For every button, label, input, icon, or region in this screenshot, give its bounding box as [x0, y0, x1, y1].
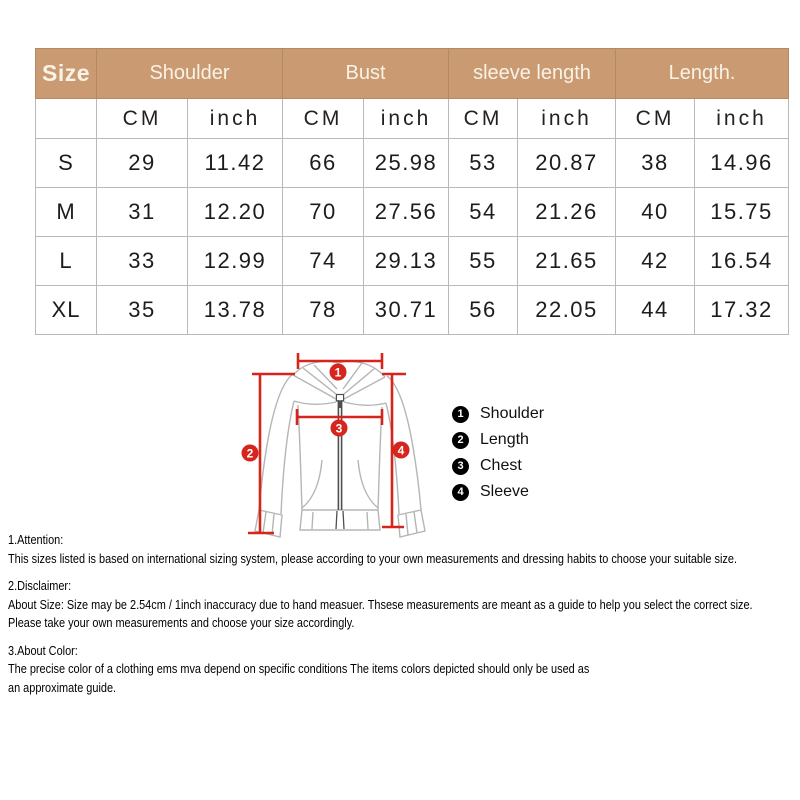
- size-chart-table: [35, 48, 789, 335]
- cell-value: 14.96: [695, 139, 789, 188]
- cell-value: 35: [97, 286, 188, 335]
- circled-2-icon: 2: [452, 432, 469, 449]
- callout-1-badge: [330, 364, 347, 381]
- col-header-bust: Bust: [283, 49, 449, 99]
- legend-item-shoulder: [452, 401, 544, 427]
- about-color-body-line1: The precise color of a clothing ems mva depend on specific conditions The items colors depicted should only be used as: [8, 661, 590, 676]
- cell-value: 33: [97, 237, 188, 286]
- circled-4-icon: 4: [452, 484, 469, 501]
- notes-section: [8, 531, 800, 697]
- col-header-size: Size: [36, 49, 97, 99]
- legend-item-length: [452, 427, 544, 453]
- col-header-shoulder: Shoulder: [97, 49, 283, 99]
- unit-inch: inch: [518, 99, 616, 139]
- cell-value: 20.87: [518, 139, 616, 188]
- disclaimer-note: [8, 577, 800, 633]
- callout-4-badge: [393, 442, 410, 459]
- cell-value: 56: [449, 286, 518, 335]
- cell-value: 55: [449, 237, 518, 286]
- zipper-line: [336, 395, 344, 530]
- cell-value: 30.71: [364, 286, 449, 335]
- svg-text:2: 2: [246, 446, 254, 461]
- legend-label: Length: [480, 431, 529, 448]
- svg-text:3: 3: [335, 421, 343, 436]
- cell-value: 21.65: [518, 237, 616, 286]
- circled-1-icon: 1: [452, 406, 469, 423]
- cell-value: 74: [283, 237, 364, 286]
- legend-label: Chest: [480, 457, 522, 474]
- callout-2-badge: [242, 445, 259, 462]
- disclaimer-body-line1: About Size: Size may be 2.54cm / 1inch inaccuracy due to hand measuer. Thsese measurements are meant as a guide to help you select the correct size.: [8, 596, 753, 612]
- attention-note: [8, 531, 800, 568]
- disclaimer-heading: 2.Disclaimer:: [8, 578, 72, 593]
- table-row-s: [36, 139, 789, 188]
- table-row-xl: [36, 286, 789, 335]
- hoodie-measurement-diagram: [210, 348, 465, 548]
- cell-value: 12.99: [188, 237, 283, 286]
- attention-body: This sizes listed is based on international sizing system, please according to your own measurements and dressing habits to choose your suitable size.: [8, 550, 737, 566]
- unit-cm: CM: [449, 99, 518, 139]
- legend-label: Shoulder: [480, 405, 545, 422]
- cell-value: 38: [616, 139, 695, 188]
- cell-value: 11.42: [188, 139, 283, 188]
- unit-inch: inch: [364, 99, 449, 139]
- cell-value: 12.20: [188, 188, 283, 237]
- cell-value: 27.56: [364, 188, 449, 237]
- disclaimer-body-line2: Please take your own measurements and choose your size accordingly.: [8, 615, 355, 630]
- size-label: S: [36, 139, 97, 188]
- cell-value: 44: [616, 286, 695, 335]
- cell-value: 78: [283, 286, 364, 335]
- cell-value: 66: [283, 139, 364, 188]
- cell-value: 42: [616, 237, 695, 286]
- cell-value: 40: [616, 188, 695, 237]
- unit-cm: CM: [616, 99, 695, 139]
- unit-inch: inch: [188, 99, 283, 139]
- cell-value: 17.32: [695, 286, 789, 335]
- col-header-length: Length.: [616, 49, 789, 99]
- measurement-legend: [452, 401, 544, 505]
- size-label: L: [36, 237, 97, 286]
- cell-value: 15.75: [695, 188, 789, 237]
- cell-value: 31: [97, 188, 188, 237]
- table-row-l: [36, 237, 789, 286]
- cell-value: 29.13: [364, 237, 449, 286]
- legend-item-sleeve: [452, 479, 544, 505]
- about-color-body-line2: an approximate guide.: [8, 679, 117, 695]
- cell-value: 13.78: [188, 286, 283, 335]
- table-header-row: [36, 49, 789, 99]
- units-blank-cell: [36, 99, 97, 139]
- about-color-note: [8, 642, 800, 698]
- size-label: M: [36, 188, 97, 237]
- col-header-sleeve-length: sleeve length: [449, 49, 616, 99]
- svg-text:1: 1: [334, 365, 342, 380]
- unit-cm: CM: [97, 99, 188, 139]
- cell-value: 53: [449, 139, 518, 188]
- unit-cm: CM: [283, 99, 364, 139]
- about-color-heading: 3.About Color:: [8, 642, 78, 658]
- legend-item-chest: [452, 453, 544, 479]
- cell-value: 22.05: [518, 286, 616, 335]
- table-row-m: [36, 188, 789, 237]
- cell-value: 29: [97, 139, 188, 188]
- cell-value: 16.54: [695, 237, 789, 286]
- svg-text:4: 4: [397, 443, 405, 458]
- unit-inch: inch: [695, 99, 789, 139]
- table-units-row: [36, 99, 789, 139]
- callout-3-badge: [331, 420, 348, 437]
- size-label: XL: [36, 286, 97, 335]
- cell-value: 70: [283, 188, 364, 237]
- cell-value: 25.98: [364, 139, 449, 188]
- cell-value: 54: [449, 188, 518, 237]
- cell-value: 21.26: [518, 188, 616, 237]
- circled-3-icon: 3: [452, 458, 469, 475]
- legend-label: Sleeve: [480, 483, 529, 500]
- attention-heading: 1.Attention:: [8, 532, 64, 547]
